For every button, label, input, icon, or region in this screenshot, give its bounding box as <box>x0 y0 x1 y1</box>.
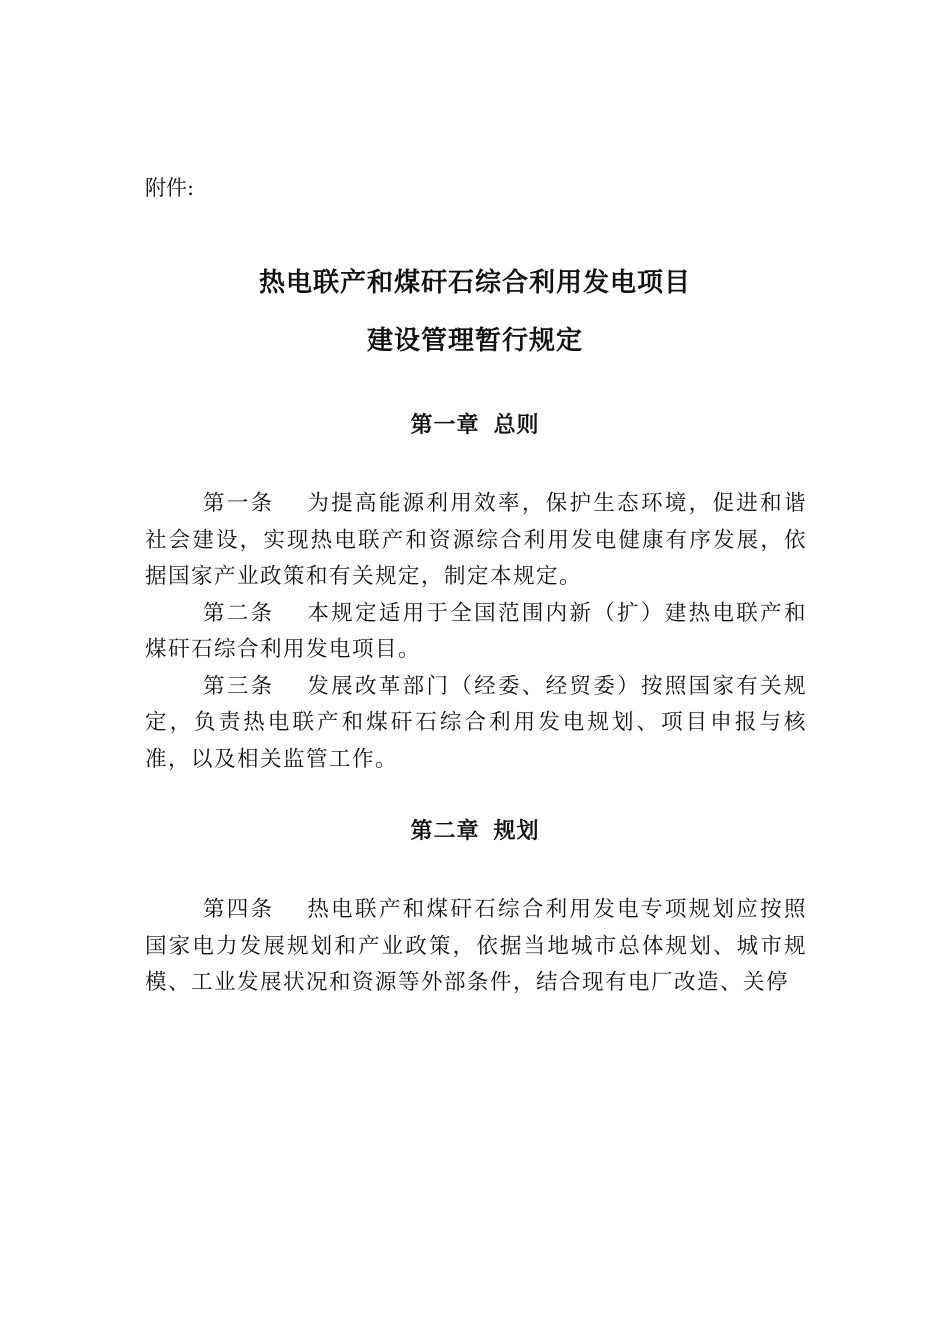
attachment-label: 附件: <box>145 176 195 200</box>
article-text: 发展改革部门（经委、经贸委）按照国家有关规定，负责热电联产和煤矸石综合利用发电规划、项目申报与核准，以及相关监管工作。 <box>145 673 807 772</box>
article-text: 为提高能源利用效率，保护生态环境，促进和谐社会建设，实现热电联产和资源综合利用发电健康有序发展，依据国家产业政策和有关规定，制定本规定。 <box>145 491 807 589</box>
chapter-body <box>145 486 807 778</box>
article-paragraph <box>145 669 807 779</box>
chapter-name: 总则 <box>493 412 540 438</box>
article-number: 第三条 <box>203 673 275 699</box>
chapter-body <box>145 892 807 1002</box>
article-number: 第二条 <box>203 600 275 626</box>
article-number: 第四条 <box>203 897 275 922</box>
chapter-heading <box>0 408 950 439</box>
chapter-number: 第一章 <box>410 412 480 438</box>
chapter-number: 第二章 <box>410 818 480 844</box>
article-text: 热电联产和煤矸石综合利用发电专项规划应按照国家电力发展规划和产业政策，依据当地城市总体规划、城市规模、工业发展状况和资源等外部条件，结合现有电厂改造、关停 <box>145 897 807 995</box>
article-paragraph <box>145 486 807 596</box>
article-text: 本规定适用于全国范围内新（扩）建热电联产和煤矸石综合利用发电项目。 <box>145 600 807 662</box>
document-title-line-2: 建设管理暂行规定 <box>366 326 583 356</box>
article-paragraph <box>145 892 807 1002</box>
article-number: 第一条 <box>203 491 275 516</box>
chapter-name: 规划 <box>493 818 540 844</box>
chapter-heading <box>0 814 950 845</box>
document-title-line-1: 热电联产和煤矸石综合利用发电项目 <box>258 268 691 298</box>
article-paragraph <box>145 596 807 669</box>
